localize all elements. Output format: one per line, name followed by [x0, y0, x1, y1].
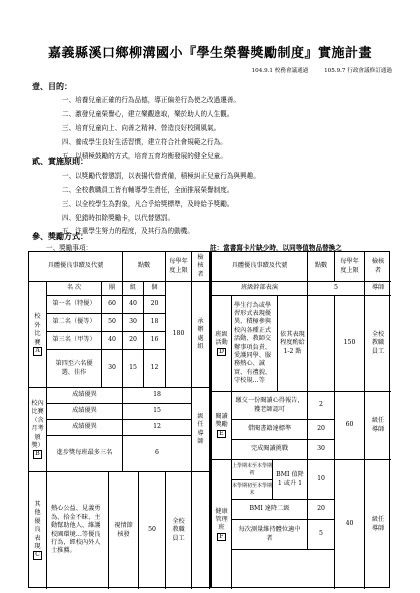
rank-row-label: 第二名（優等） — [47, 314, 102, 332]
principle-item: 三、以全校學生為對象，凡合乎給獎標準，及時給予獎勵。 — [62, 200, 234, 208]
points-cell: 30 — [102, 350, 123, 388]
activity-limit: 150 — [335, 296, 365, 392]
health-limit: 40 — [335, 460, 365, 589]
code-e: E — [219, 429, 224, 437]
rewards-subheading: 一、獎勵事項： — [46, 244, 93, 252]
points-cell: 15 — [123, 350, 144, 388]
header-points: 點數 — [123, 252, 166, 282]
rank-individual: 個 — [144, 282, 166, 296]
other-limit: 50 — [139, 472, 166, 589]
principle-item: 四、犯錯時扣除獎勵卡，以代替懲罰。 — [62, 214, 175, 222]
purpose-item: 四、養成學生良好生活習慣，建立符合社會規範之行為。 — [62, 138, 227, 146]
reading-item: 完成閱讀挑戰 — [232, 440, 308, 460]
header-verifier: 檢核者 — [192, 252, 210, 282]
other-points: 視情節核發 — [109, 472, 139, 589]
code-d: D — [219, 347, 224, 355]
approval-line — [238, 66, 392, 74]
activity-label: 班級活動 D — [212, 296, 232, 392]
school-item: 進步獎每班最多三名 — [47, 436, 123, 472]
activity-verifier: 全校教職員工 — [365, 296, 391, 392]
other-desc: 熱心公益、見義勇為、拾金不昧、主動幫助他人、維護校園環境…等優良行為，經校內外人士推薦。 — [47, 472, 109, 589]
points-cell: 50 — [102, 314, 123, 332]
points-cell: 30 — [123, 314, 144, 332]
purpose-item: 五、以積極鼓勵的方式，培育五育均衡發展的健全兒童。 — [62, 152, 227, 160]
reward-table — [28, 251, 390, 588]
reading-verifier: 級任導師 — [365, 392, 391, 460]
section-heading-principles: 貳、實施原則： — [32, 156, 88, 166]
points-cell: 40 — [123, 296, 144, 314]
code-a: A — [35, 346, 40, 354]
school-points: 6 — [123, 436, 192, 472]
principle-item: 五、注重學生努力的程度，及其行為的動機。 — [62, 227, 194, 235]
reading-label: 閱讀獎勵 E — [212, 392, 232, 460]
health-item: 每次測量維持體位適中者 — [232, 520, 308, 550]
health-label: 健康管理班 F — [212, 460, 232, 589]
points-cell: 20 — [123, 332, 144, 350]
section-heading-rewards: 參、獎勵方式： — [32, 231, 88, 241]
campus-verifier: 承辦處組 — [192, 282, 210, 388]
school-points: 15 — [123, 404, 192, 420]
header-event-right: 具體優良事蹟及代號 — [212, 252, 308, 282]
reading-points: 30 — [308, 440, 335, 460]
health-points: 20 — [308, 500, 335, 520]
school-verifier: 級任導師 — [192, 388, 210, 472]
header-limit-right: 每學年度上限 — [335, 252, 365, 282]
principle-item: 一、以獎勵代替懲罰，以表揚代替責備，積極糾正兒童行為與興趣。 — [62, 172, 260, 180]
campus-limit: 180 — [166, 282, 192, 388]
points-cell: 60 — [102, 296, 123, 314]
reading-points: 2 — [308, 392, 335, 420]
points-cell: 18 — [144, 314, 166, 332]
reading-item: 借閱書籍達標準 — [232, 420, 308, 440]
purpose-item: 一、培養兒童正確的行為品德，導正偏差行為使之改過遷善。 — [62, 96, 241, 104]
purpose-item: 三、培育兒童向上、向善之精神、營造良好校園風氣。 — [62, 124, 221, 132]
school-item: 成績優異 — [47, 404, 123, 420]
code-f: F — [219, 532, 224, 540]
rank-row-label: 第四至六名優選、佳作 — [47, 350, 102, 388]
header-points-right: 點數 — [308, 252, 335, 282]
reading-item: 繳交一份閱讀心得報告，獲老師認可 — [232, 392, 308, 420]
school-points: 12 — [123, 420, 192, 436]
points-cell: 12 — [144, 350, 166, 388]
reading-points: 20 — [308, 420, 335, 440]
rank-header: 名 次 — [47, 282, 102, 296]
bmi-period: 上學期末至本學期初 — [232, 460, 273, 480]
rank-group: 組 — [123, 282, 144, 296]
section-heading-purpose: 壹、目的： — [32, 81, 72, 91]
rank-row-label: 第一名（特優） — [47, 296, 102, 314]
activity-desc: 學生行為或學習形式表現優異、積極參與校內各種正式活動、教師交辦事項負責、愛護同學、服務熱心、誠實、有禮貌、守校規…等 — [232, 296, 278, 392]
approval-1: 104.9.1 校務會議通過 — [251, 68, 309, 74]
other-verifier: 全校教職員工 — [166, 472, 192, 589]
purpose-item: 二、激發兒童榮譽心，建立樂觀進取，樂於助人的人生觀。 — [62, 110, 234, 118]
health-verifier: 級任導師 — [371, 516, 385, 532]
other-verifier-spacer — [192, 472, 210, 589]
approval-2: 105.9.7 行政會議修訂通過 — [324, 68, 392, 74]
rank-row-label: 第三名（甲等） — [47, 332, 102, 350]
school-comp-label: 校內比賽（含月考頒獎） B — [29, 388, 47, 472]
school-points: 18 — [123, 388, 192, 404]
school-item: 成績優異 — [47, 388, 123, 404]
cadre-verifier: 導師 — [365, 282, 391, 296]
campus-comp-label: 校外比賽 A — [29, 282, 47, 388]
other-label: 其他優良表現 C — [29, 472, 47, 589]
table-note: 註：當書寫卡片缺少時，以同等值物品替換之 — [210, 244, 342, 252]
header-event: 具體優良事蹟及代號 — [29, 252, 123, 282]
rank-team: 團 — [102, 282, 123, 296]
activity-spacer — [308, 296, 335, 392]
code-c: C — [35, 551, 40, 559]
document-title: 嘉義縣溪口鄉柳溝國小『學生榮譽獎勵制度』實施計畫 — [47, 46, 372, 61]
points-cell: 16 — [144, 332, 166, 350]
bmi-text: BMI 值降 1 或升 1 — [273, 460, 308, 500]
bmi-period: 本學期初至本學期末 — [232, 480, 273, 500]
bmi-points: 10 — [308, 460, 335, 500]
school-item: 成績優異 — [47, 420, 123, 436]
cadre-points: 5 — [308, 282, 365, 296]
points-cell: 20 — [144, 296, 166, 314]
header-verifier-right: 檢核者 — [365, 252, 391, 282]
reading-limit: 60 — [335, 392, 365, 460]
points-cell: 40 — [102, 332, 123, 350]
header-limit: 每學年度上限 — [166, 252, 192, 282]
principle-item: 二、全校教職員工皆有輔導學生責任，全面推展榮譽制度。 — [62, 186, 234, 194]
health-item: BMI 達降二級 — [232, 500, 308, 520]
health-empty — [232, 550, 335, 589]
cadre-row: 班級幹部表演 — [212, 282, 308, 296]
code-b: B — [35, 450, 40, 458]
health-points: 5 — [308, 520, 335, 550]
activity-points: 依其表現程度酌給 1-2 點 — [278, 296, 308, 392]
